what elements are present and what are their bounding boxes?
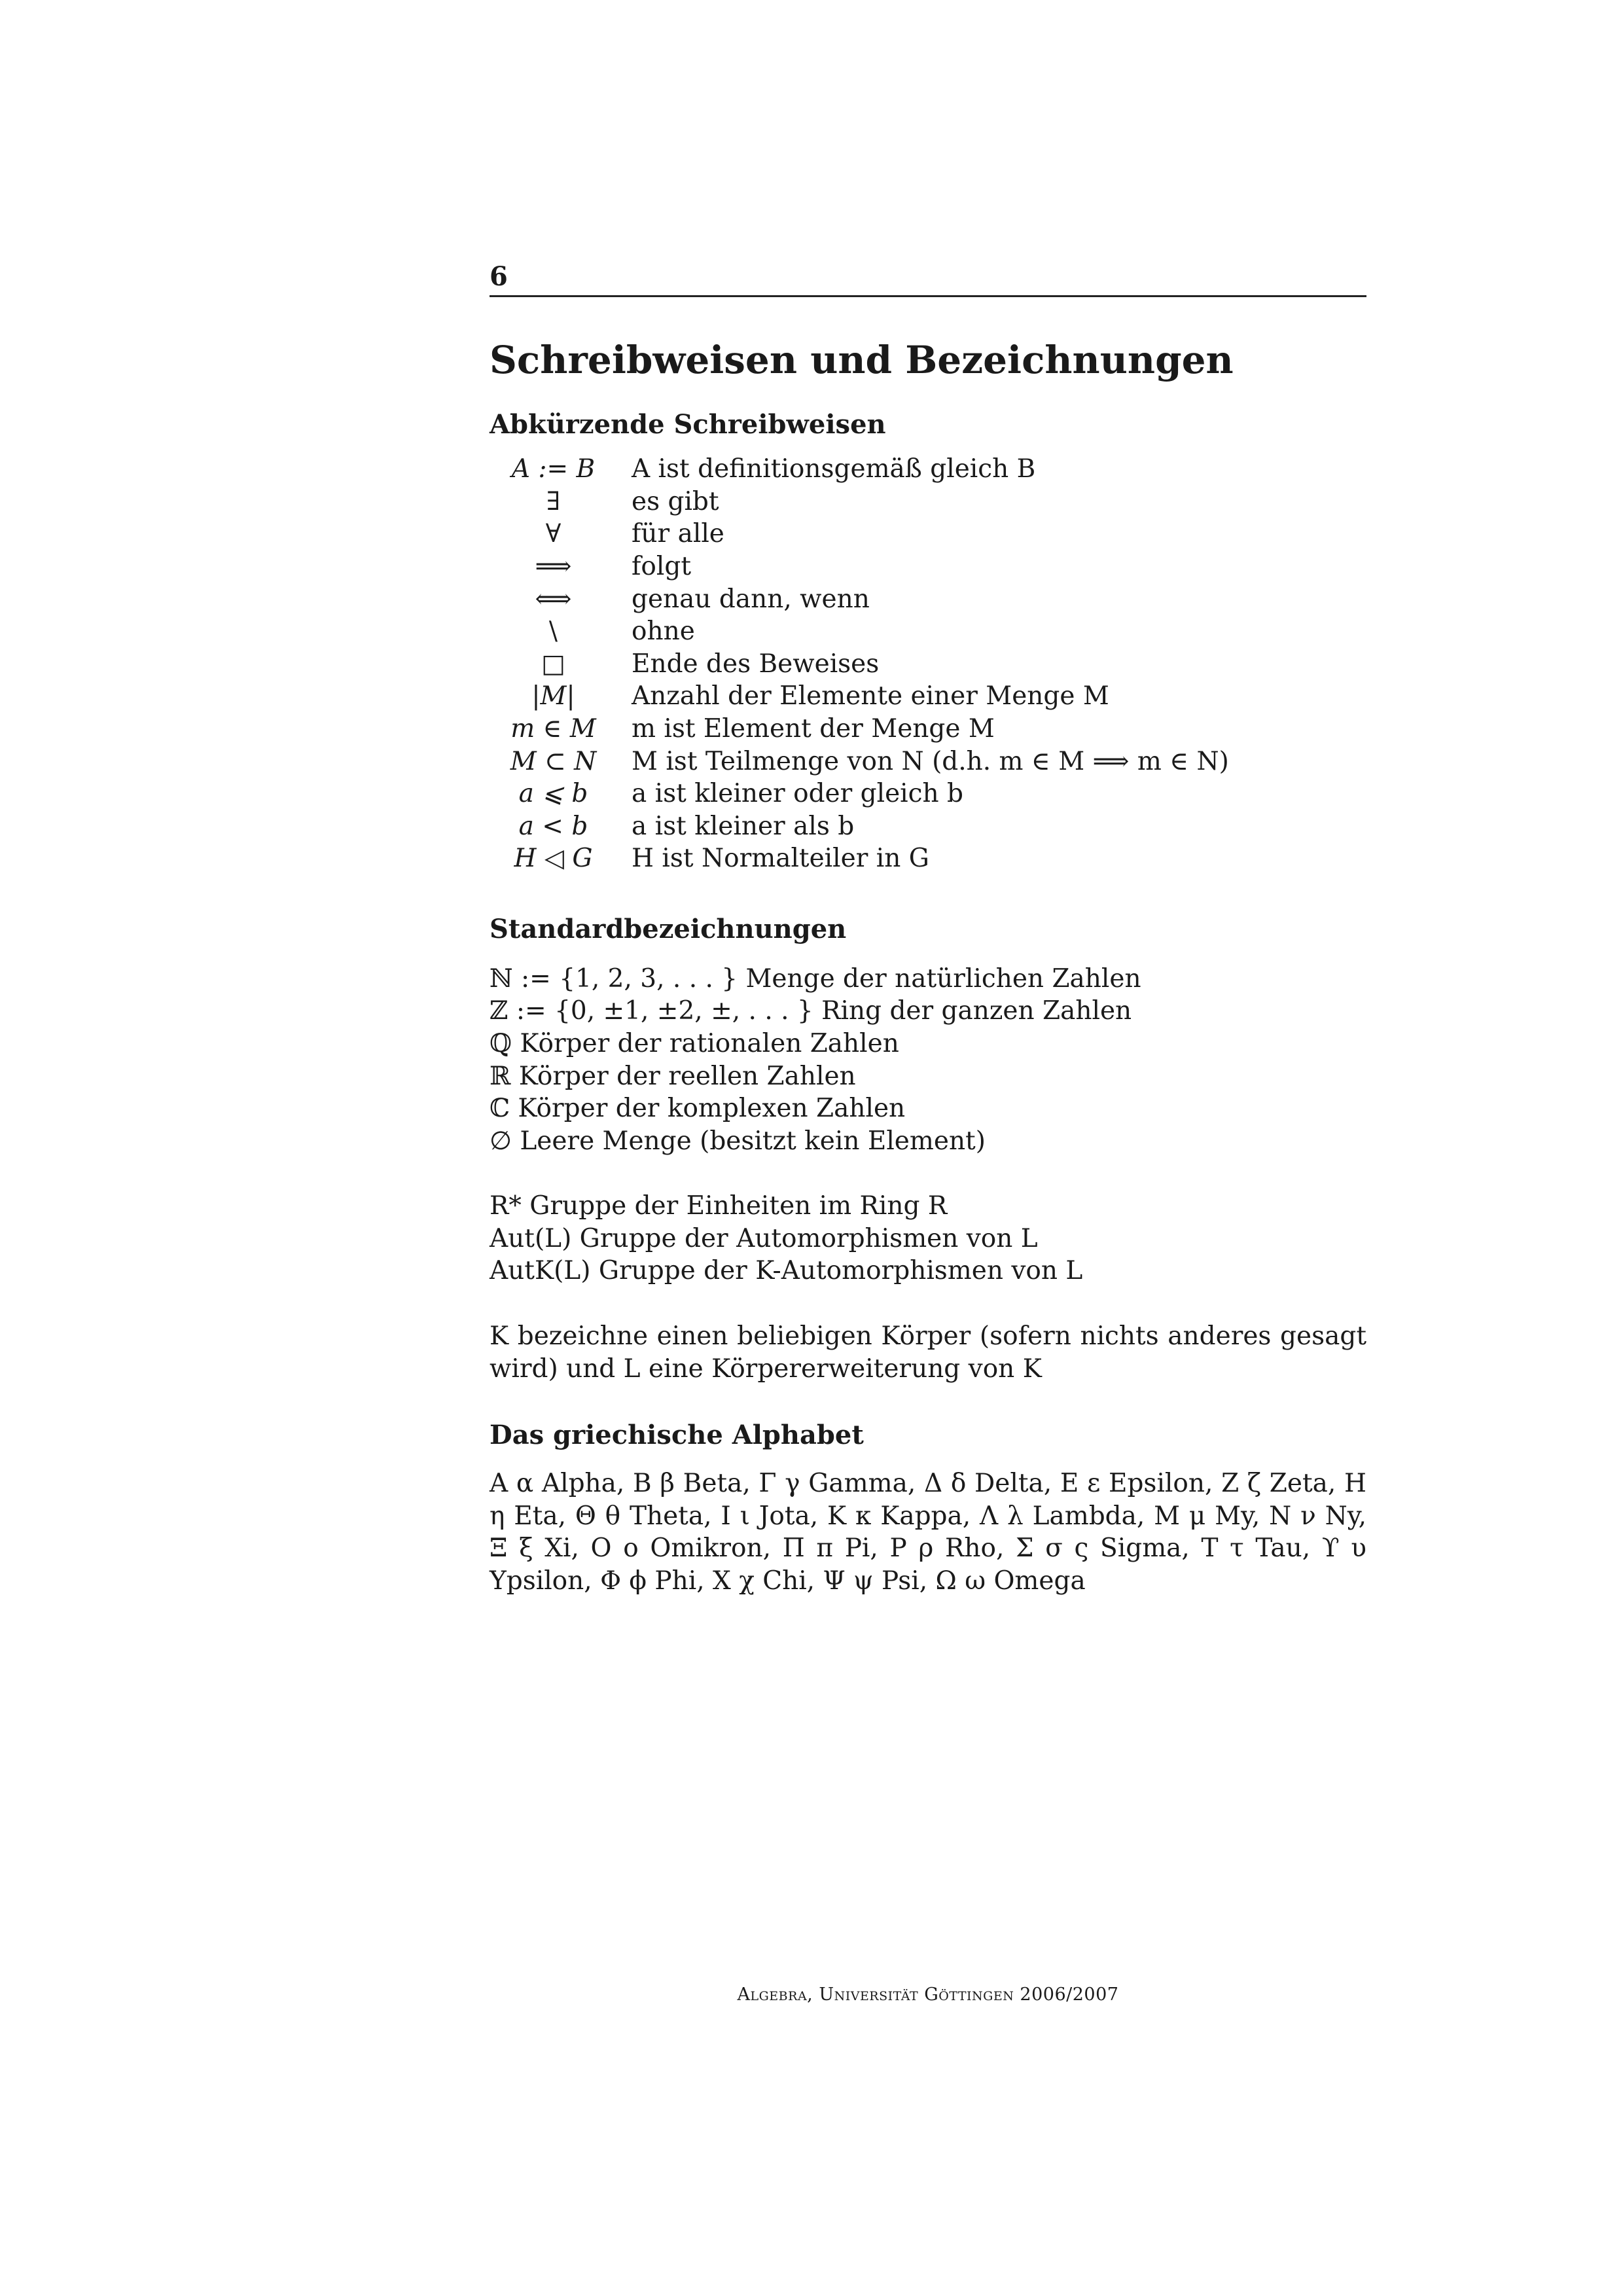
abbr-symbol: ∃ bbox=[546, 486, 561, 516]
abbr-description: ohne bbox=[632, 617, 695, 647]
abbr-symbol: H ◁ G bbox=[514, 844, 593, 874]
standard-line: ℂ Körper der komplexen Zahlen bbox=[490, 1094, 906, 1124]
page-number: 6 bbox=[490, 261, 508, 292]
abbreviations-table bbox=[490, 453, 1366, 875]
abbr-symbol: m ∈ M bbox=[510, 714, 596, 744]
abbr-row bbox=[490, 550, 1366, 583]
abbr-description: A ist definitionsgemäß gleich B bbox=[632, 454, 1036, 484]
abbr-description: m ist Element der Menge M bbox=[632, 714, 995, 744]
abbr-symbol: ∀ bbox=[545, 519, 562, 549]
abbr-description: Ende des Beweises bbox=[632, 649, 880, 679]
abbr-row bbox=[490, 778, 1366, 810]
standard-line: ℕ := {1, 2, 3, . . . } Menge der natürlichen Zahlen bbox=[490, 963, 1141, 994]
abbr-row bbox=[490, 648, 1366, 681]
spacer bbox=[490, 1157, 1366, 1190]
abbr-description: Anzahl der Elemente einer Menge M bbox=[632, 681, 1109, 711]
abbr-description: a ist kleiner als b bbox=[632, 811, 855, 841]
greek-alphabet-text: A α Alpha, B β Beta, Γ γ Gamma, Δ δ Delta, E ε Epsilon, Z ζ Zeta, H η Eta, Θ θ Theta, I ι Jota, K κ Kappa, Λ λ Lambda, M μ My, N ν Ny, Ξ ξ Xi, O o Omikron, Π π Pi, P ρ Rho, Σ σ ς Sigma, T τ Tau, ϒ υ Ypsilon, Φ ϕ Phi, X χ Chi, Ψ ψ Psi, Ω ω Omega bbox=[490, 1469, 1366, 1596]
page-title: Schreibweisen und Bezeichnungen bbox=[490, 338, 1234, 382]
abbr-description: für alle bbox=[632, 519, 724, 549]
abbr-description: a ist kleiner oder gleich b bbox=[632, 779, 963, 809]
standard-line: ℝ Körper der reellen Zahlen bbox=[490, 1061, 856, 1091]
abbr-symbol: □ bbox=[541, 649, 565, 679]
page-header bbox=[490, 259, 1366, 297]
abbr-row bbox=[490, 518, 1366, 550]
abbr-row bbox=[490, 615, 1366, 648]
abbreviations-heading: Abkürzende Schreibweisen bbox=[490, 409, 886, 440]
field-note: K bezeichne einen beliebigen Körper (sofern nichts anderes gesagt wird) und L eine Körpererweiterung von K bbox=[490, 1321, 1366, 1384]
abbr-row bbox=[490, 680, 1366, 713]
standard-line: Aut(L) Gruppe der Automorphismen von L bbox=[490, 1223, 1038, 1253]
abbr-symbol: A := B bbox=[511, 454, 596, 484]
standard-line: R* Gruppe der Einheiten im Ring R bbox=[490, 1191, 948, 1221]
page-content bbox=[490, 259, 1366, 2005]
abbr-symbol: \ bbox=[548, 617, 558, 647]
abbr-row bbox=[490, 842, 1366, 875]
abbr-row bbox=[490, 486, 1366, 518]
abbr-description: M ist Teilmenge von N (d.h. m ∈ M ⟹ m ∈ N) bbox=[632, 746, 1229, 776]
standard-line: ℚ Körper der rationalen Zahlen bbox=[490, 1028, 899, 1058]
abbr-row bbox=[490, 583, 1366, 615]
abbr-description: es gibt bbox=[632, 486, 719, 516]
abbr-symbol: a ⩽ b bbox=[518, 779, 588, 809]
page-footer: Algebra, Universität Göttingen 2006/2007 bbox=[737, 1984, 1119, 2005]
greek-heading: Das griechische Alphabet bbox=[490, 1420, 864, 1451]
abbr-symbol: a < b bbox=[518, 811, 588, 841]
standard-line: ℤ := {0, ±1, ±2, ±, . . . } Ring der ganzen Zahlen bbox=[490, 996, 1132, 1026]
abbr-description: H ist Normalteiler in G bbox=[632, 844, 929, 874]
abbr-row bbox=[490, 713, 1366, 745]
standard-line: AutK(L) Gruppe der K-Automorphismen von L bbox=[490, 1256, 1083, 1286]
abbr-row bbox=[490, 810, 1366, 843]
abbr-symbol: M ⊂ N bbox=[510, 746, 597, 776]
spacer bbox=[490, 1287, 1366, 1320]
standard-line: ∅ Leere Menge (besitzt kein Element) bbox=[490, 1126, 986, 1156]
standard-list bbox=[490, 963, 1366, 1386]
abbr-description: genau dann, wenn bbox=[632, 584, 870, 614]
abbr-symbol: ⟺ bbox=[535, 584, 572, 614]
standard-heading: Standardbezeichnungen bbox=[490, 913, 847, 944]
abbr-description: folgt bbox=[632, 552, 692, 582]
abbr-symbol: ⟹ bbox=[535, 552, 572, 582]
abbr-row bbox=[490, 745, 1366, 778]
abbr-symbol: |M| bbox=[531, 681, 575, 711]
abbr-row bbox=[490, 453, 1366, 486]
